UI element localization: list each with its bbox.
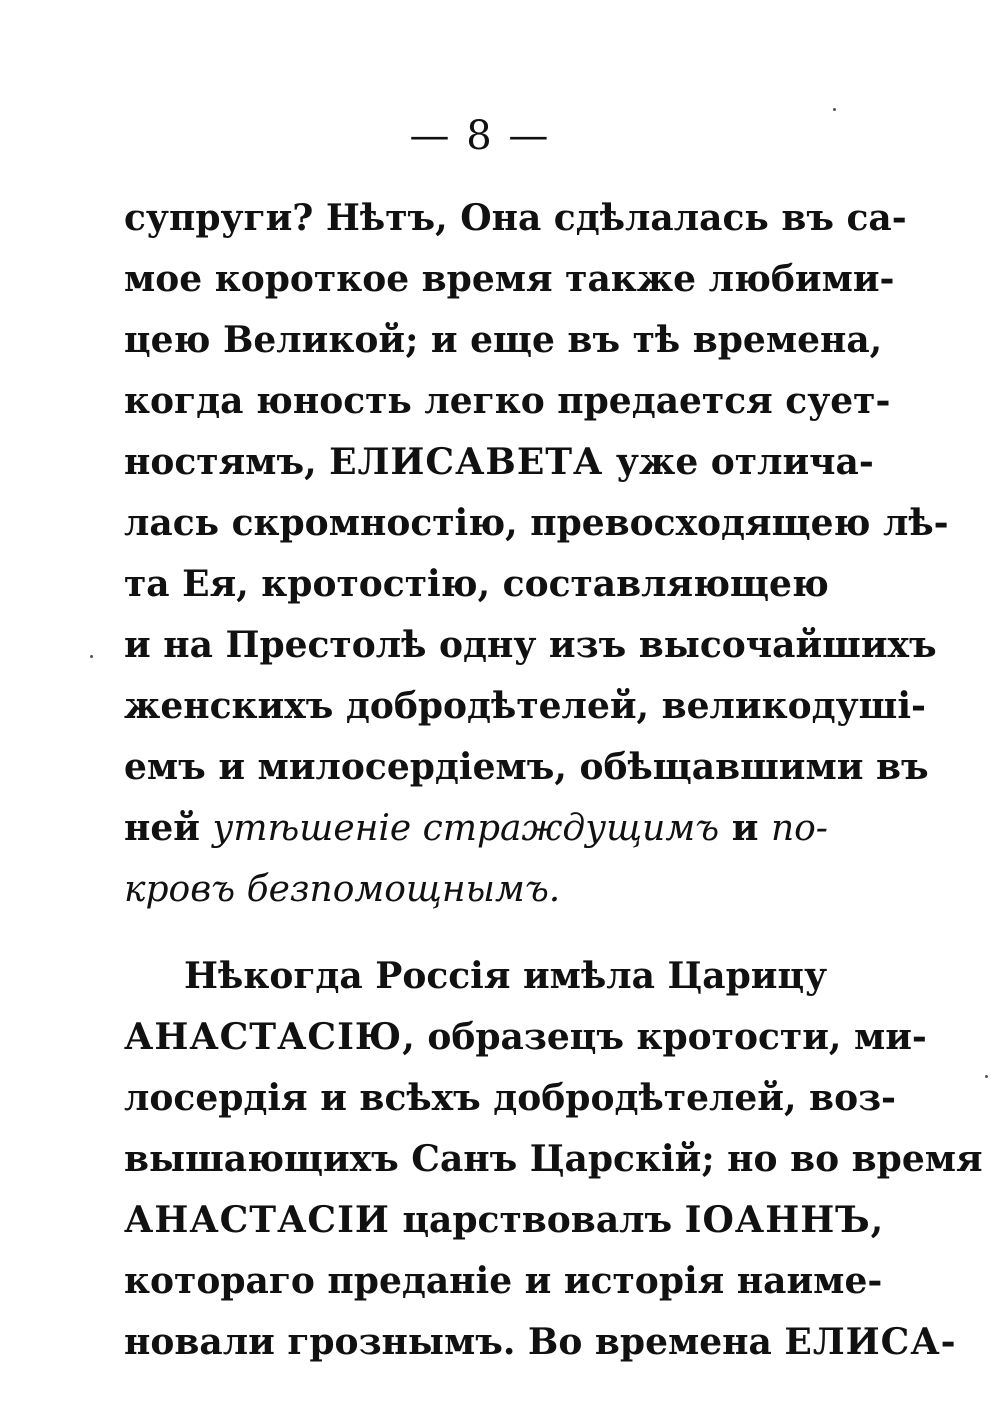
text-run: царствовалъ <box>389 1199 685 1241</box>
text-line <box>124 615 937 676</box>
capitalized-name: ЕЛИСА- <box>784 1321 957 1363</box>
text-line <box>124 1190 884 1251</box>
text-line <box>124 1007 927 1068</box>
text-line <box>124 554 829 615</box>
text-run: ней <box>124 807 213 849</box>
text-line <box>124 1251 883 1312</box>
text-run: уже отлича- <box>603 441 874 483</box>
text-line <box>124 798 828 859</box>
print-speck <box>833 108 836 111</box>
paragraph-gap <box>124 920 824 946</box>
text-line <box>124 493 949 554</box>
text-run: цею Великой; и еще въ тѣ времена, <box>124 319 883 361</box>
text-run: та Ея, кротостію, составляющею <box>124 563 829 605</box>
text-run: Нѣкогда Россія имѣла Царицу <box>184 955 828 997</box>
body-text <box>124 188 983 1373</box>
text-line <box>124 1068 896 1129</box>
text-run: и <box>719 807 771 849</box>
text-run: вышающихъ Санъ Царскій; но во время <box>124 1138 983 1180</box>
text-line <box>124 1312 957 1373</box>
capitalized-name: ЕЛИСАВЕТА <box>329 441 604 483</box>
text-line <box>124 946 828 1007</box>
capitalized-name: АНАСТАСІИ <box>124 1199 390 1241</box>
capitalized-name: ІОАННЪ <box>684 1199 871 1241</box>
print-speck <box>985 1075 988 1078</box>
page-number: — 8 — <box>409 113 551 159</box>
text-run: новали грознымъ. Во времена <box>124 1321 785 1363</box>
text-run: лась скромностію, превосходящею лѣ- <box>124 502 949 544</box>
capitalized-name: АНАСТАСІЮ <box>124 1016 403 1058</box>
print-speck <box>90 655 93 658</box>
text-line <box>124 859 824 920</box>
text-line <box>124 737 929 798</box>
text-run: , образецъ кротости, ми- <box>402 1016 927 1058</box>
text-run: супруги? Нѣтъ, Она сдѣлалась въ са- <box>124 197 907 239</box>
text-run: ностямъ, <box>124 441 330 483</box>
text-run: лосердія и всѣхъ добродѣтелей, воз- <box>124 1077 896 1119</box>
text-run: женскихъ добродѣтелей, великодуші- <box>124 685 926 727</box>
text-run: мое короткое время также любими- <box>124 258 895 300</box>
text-line <box>124 1129 983 1190</box>
italic-text: кровъ безпомощнымъ. <box>124 869 561 910</box>
text-run: емъ и милосердіемъ, обѣщавшими въ <box>124 746 929 788</box>
italic-text: по- <box>770 808 828 849</box>
text-line <box>124 188 907 249</box>
text-line <box>124 432 874 493</box>
text-run: когда юность легко предается сует- <box>124 380 891 422</box>
text-line <box>124 676 926 737</box>
text-line <box>124 249 895 310</box>
text-line <box>124 371 891 432</box>
text-run: и на Престолѣ одну изъ высочайшихъ <box>124 624 937 666</box>
text-run: , <box>870 1199 884 1241</box>
text-run: котораго преданіе и исторія наиме- <box>124 1260 883 1302</box>
italic-text: утѣшеніе страждущимъ <box>212 808 720 849</box>
text-line <box>124 310 883 371</box>
